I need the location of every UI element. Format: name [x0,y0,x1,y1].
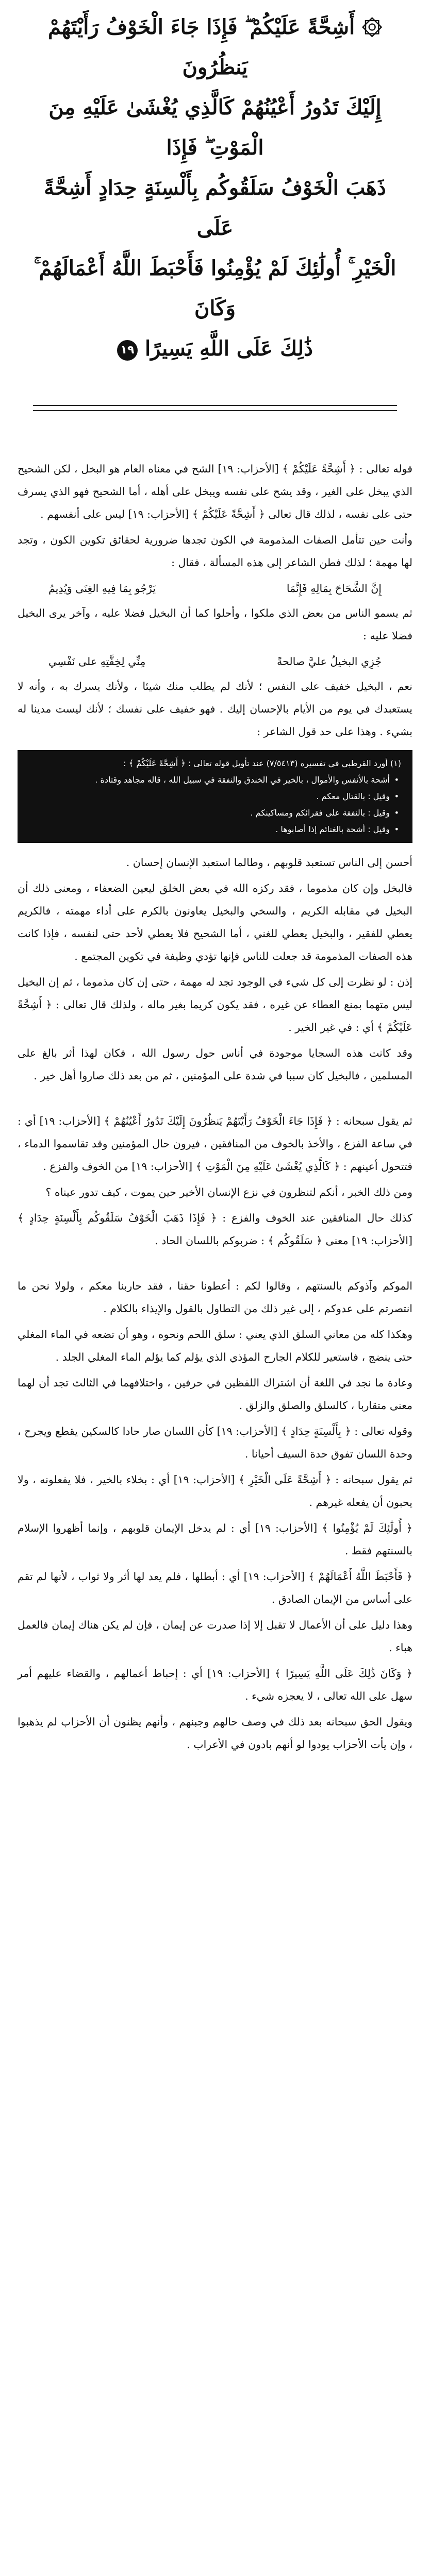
paragraph-mid-2: نعم ، البخيل خفيف على النفس ؛ لأنك لم يطلب منك شيئا ، ولأنك يسرك به ، وأنه لا يستعبدك في يوم من الأيام بالإحسان إليك . فهو خفيف على نفسك ؛ لأنك ليست مدينا له بشيء . وهذا على حد قول الشاعر : [18,680,412,738]
section-gap [18,1255,412,1275]
poem-1-right: إِنَّ الشَّحَاحَ بِمَالِهِ فَإِنَّمَا [286,582,382,595]
poem-verse-1 [18,577,412,600]
paragraph: إذن : لو نظرت إلى كل شيء في الوجود تجد له مهمة ، حتى إن كان مذموما ، ثم إن البخيل ليس متهما بمنع العطاء عن غيره ، فقد يكون كريما بغير ماله ، ولذلك قال تعالى : ﴿ أَشِحَّةً عَلَيْكُمْ ﴾ أي : في غير الخير . [18,976,412,1033]
poem-2-right: جُزِي البخيلُ عليَّ صالحةً [277,655,382,668]
paragraph: ﴿ وَكَانَ ذَٰلِكَ عَلَى اللَّهِ يَسِيرًا ﴾ [الأحزاب: ١٩] أي : إحباط أعمالهم ، والقضاء عليهم أمر سهل على الله تعالى ، لا يعجزه شيء . [18,1667,412,1702]
paragraph: وهذا دليل على أن الأعمال لا تقبل إلا إذا صدرت عن إيمان ، فإن لم يكن هناك إيمان فالعمل هباء . [18,1619,412,1654]
paragraph: كذلك حال المنافقين عند الخوف والفزع : ﴿ فَإِذَا ذَهَبَ الْخَوْفُ سَلَقُوكُم بِأَلْسِنَةٍ حِدَادٍ ﴾ [الأحزاب: ١٩] معنى ﴿ سَلَقُوكُم ﴾ : ضربوكم باللسان الحاد . [18,1212,412,1247]
header-divider [33,405,397,411]
paragraph: وقوله تعالى : ﴿ بِأَلْسِنَةٍ حِدَادٍ ﴾ [الأحزاب: ١٩] كأن اللسان صار حادا كالسكين يقطع ويجرح ، وحدة اللسان تفوق حدة السيف أحيانا . [18,1425,412,1460]
paragraph-2: وأنت حين تتأمل الصفات المذمومة في الكون تجدها ضرورية لحقائق تكوين الكون ، وتجد لها مهمة ؛ لذلك فطن الشاعر إلى هذه المسألة ، فقال : [18,534,412,569]
paragraph: ويقول الحق سبحانه بعد ذلك في وصف حالهم وجبنهم ، وأنهم يظنون أن الأحزاب لم يذهبوا ، وإن يأت الأحزاب يودوا لو أنهم بادون في الأعراب . [18,1716,412,1751]
ayah-line-1: ۞ أَشِحَّةً عَلَيْكُمْ ۖ فَإِذَا جَاءَ الْخَوْفُ رَأَيْتَهُمْ يَنظُرُونَ [47,15,383,79]
ayah-header [18,0,412,374]
section-gap [18,1090,412,1110]
paragraph: فالبخل وإن كان مذموما ، فقد ركزه الله في بعض الخلق ليعين الضعفاء ، ومعنى ذلك أن البخيل في مقابله الكريم ، والسخي والبخيل يعاونون بالكرم على أداء مهمته ، فالكريم يعطي للفقير ، والبخيل يعطي للغني ، أما الشحيح فلا يعطي لأحد حتى لنفسه ، فإذا كانت هذه الصفات المذمومة قد جعلت للناس فإنها تؤدي وظيفة في تكوين المجتمع . [18,882,412,962]
ayah-line-3: ذَهَبَ الْخَوْفُ سَلَقُوكُم بِأَلْسِنَةٍ حِدَادٍ أَشِحَّةً عَلَى [44,176,386,240]
paragraph-mid-1: ثم يسمو الناس من بعض الذي ملكوا ، وأحلوا كما أن البخيل فضلا عليه ، وآخر يرى البخيل فضلا عليه : [18,607,412,642]
footnote-item: • أشحة بالأنفس والأموال ، بالخير في الخندق والنفقة في سبيل الله ، قاله مجاهد وقتادة . [29,772,401,788]
ayah-line-4: الْخَيْرِ ۚ أُولَٰئِكَ لَمْ يُؤْمِنُوا فَأَحْبَطَ اللَّهُ أَعْمَالَهُمْ ۚ وَكَانَ [34,256,396,320]
paragraph: ومن ذلك الخبر ، أنكم لتنظرون في نزع الإنسان الأخير حين يموت ، كيف تدور عيناه ؟ [45,1186,412,1198]
paragraph: وقد كانت هذه السجايا موجودة في أناس حول رسول الله ، فكان لهذا أثر بالغ على المسلمين ، فالبخيل كان سببا في شدة على المؤمنين ، ثم من بعد ذلك صاروا أهل خير . [18,1047,412,1082]
footnote-box [18,750,412,843]
paragraph: ﴿ أُولَٰئِكَ لَمْ يُؤْمِنُوا ﴾ [الأحزاب: ١٩] أي : لم يدخل الإيمان قلوبهم ، وإنما أظهروا الإسلام بالسنتهم فقط . [18,1522,412,1557]
ayah-number-badge: ١٩ [117,340,138,361]
footnote-item: • وقيل : بالنفقة على فقرائكم ومساكينكم . [29,805,401,821]
ayah-line-2: إِلَيْكَ تَدُورُ أَعْيُنُهُمْ كَالَّذِي يُغْشَىٰ عَلَيْهِ مِنَ الْمَوْتِ ۖ فَإِذَا [48,95,382,160]
footnote-item: • وقيل : أشحة بالغنائم إذا أصابوها . [29,821,401,838]
paragraph-1: قوله تعالى : ﴿ أَشِحَّةً عَلَيْكُمْ ﴾ [الأحزاب: ١٩] الشح في معناه العام هو البخل ، لكن الشحيح الذي يبخل على الغير ، وقد يشح على نفسه ويبخل على أهله ، أما الشحيح فهو الذي يسرف حتى على نفسه ، لذلك قال تعالى ﴿ أَشِحَّةً عَلَيْكُمْ ﴾ [الأحزاب: ١٩] ليس على أنفسهم . [18,463,413,520]
paragraph: وهكذا كله من معاني السلق الذي يعني : سلق اللحم ونحوه ، وهو أن تضعه في الماء المغلي حتى ينضج ، فاستعير للكلام الجارح المؤذي الذي يؤلم كما يؤلم الماء المغلي الجلد . [18,1328,412,1363]
paragraph: ﴿ فَأَحْبَطَ اللَّهُ أَعْمَالَهُمْ ﴾ [الأحزاب: ١٩] أي : أبطلها ، فلم يعد لها أثر ولا ثواب ، لأنها لم تقم على أساس من الإيمان الصادق . [18,1570,412,1605]
poem-1-left: يَرْجُو بِمَا فِيهِ الغِنَى وَيُدِيمُ [48,582,156,595]
paragraph: أحسن إلى الناس تستعبد قلوبهم ، وطالما استعبد الإنسان إحسان . [126,856,412,869]
poem-verse-2 [18,650,412,673]
footnote-intro: (١) أورد القرطبي في تفسيره (٧/٥٤١٣) عند تأويل قوله تعالى : ﴿ أَشِحَّةً عَلَيْكُمْ ﴾ : [123,758,401,768]
paragraph: ثم يقول سبحانه : ﴿ أَشِحَّةً عَلَى الْخَيْرِ ﴾ [الأحزاب: ١٩] أي : بخلاء بالخير ، فلا يفعلونه ، ولا يحبون أن يفعله غيرهم . [18,1473,412,1509]
footnote-item: • وقيل : بالقتال معكم . [29,788,401,805]
paragraph: الموكم وآذوكم بالسنتهم ، وقالوا لكم : أعطونا حقنا ، فقد حاربنا معكم ، ولولا نحن ما انتصرتم على عدوكم ، إلى غير ذلك من التطاول بالقول والإيذاء بالكلام . [18,1280,412,1315]
paragraph: ثم يقول سبحانه : ﴿ فَإِذَا جَاءَ الْخَوْفُ رَأَيْتَهُمْ يَنظُرُونَ إِلَيْكَ تَدُورُ أَعْيُنُهُمْ ﴾ [الأحزاب: ١٩] أي : في ساعة الفزع ، والأخذ بالخوف من المنافقين ، فيرون حال المؤمنين وقد تقاسموا الدماء ، فتتحول أعينهم : ﴿ كَالَّذِي يُغْشَىٰ عَلَيْهِ مِنَ الْمَوْتِ ﴾ [الأحزاب: ١٩] من الخوف والفزع . [18,1115,412,1173]
ayah-line-5-text: ذَٰلِكَ عَلَى اللَّهِ يَسِيرًا [144,336,313,361]
poem-2-left: مِنِّي لِخِفَّتِهِ على نَفْسِي [48,655,146,668]
ayah-line-5 [23,329,407,369]
paragraph: وعادة ما نجد في اللغة أن اشتراك اللفظين في حرفين ، واختلافهما في الثالث تجد أن لهما معنى متقاربا ، كالسلق والصلق والزلق . [18,1377,412,1412]
paragraphs-section-2 [18,851,412,1756]
